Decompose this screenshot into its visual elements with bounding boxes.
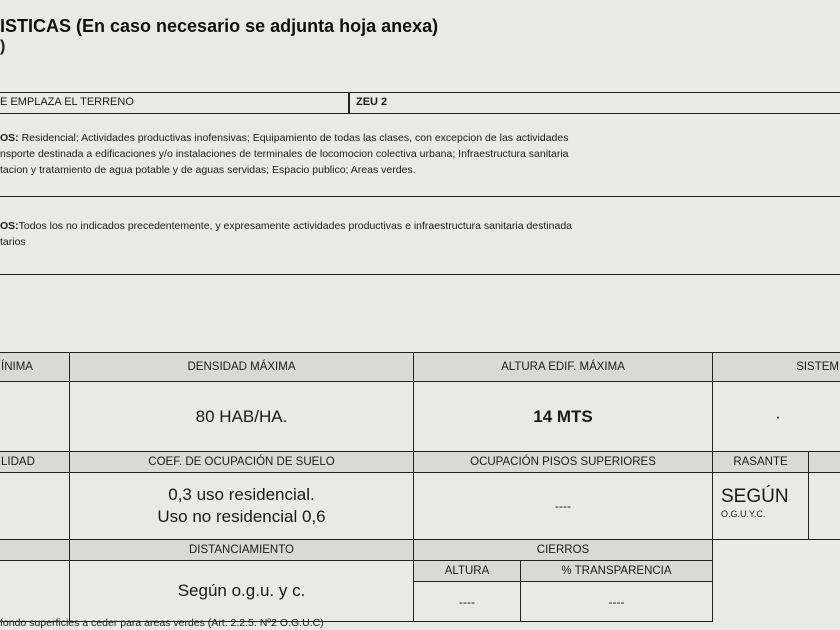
section-title: ISTICAS (En caso necesario se adjunta hoja anexa) [0, 16, 439, 36]
header-cierros-altura: ALTURA [413, 560, 521, 582]
value-altura-edif-maxima: 14 MTS [413, 381, 713, 452]
cell-lidad-value [0, 472, 70, 540]
prohibited-uses-paragraph [0, 218, 572, 250]
zone-row [0, 92, 840, 114]
permitted-uses-line-3: tacion y tratamiento de agua potable y de aguas servidas; Espacio publico; Areas verdes. [0, 164, 416, 176]
header-blank [808, 451, 840, 473]
zone-value: ZEU 2 [356, 96, 388, 108]
value-coef-ocupacion-suelo [69, 472, 414, 540]
value-cierros-transparencia: ---- [520, 581, 713, 622]
prohibited-uses-line-1: OS:Todos los no indicados precedentemente, y expresamente actividades productivas e infraestructura sanitaria destinada [0, 220, 572, 232]
header-distanciamiento: DISTANCIAMIENTO [69, 539, 414, 561]
value-ocupacion-pisos-superiores: ---- [413, 472, 713, 540]
value-rasante [712, 472, 809, 540]
header-altura-edif-maxima: ALTURA EDIF. MÁXIMA [413, 352, 713, 382]
prohibited-uses-line-2: tarios [0, 236, 26, 248]
footer-note: fondo superficies a ceder para areas verdes (Art. 2.2.5. Nº2 O.G.U.C) [0, 617, 324, 629]
permitted-uses-line-2: nsporte destinada a edificaciones y/o instalaciones de terminales de locomocion colectiva urbana; Infraestructura sanitaria [0, 148, 569, 160]
header-densidad-maxima: DENSIDAD MÁXIMA [69, 352, 414, 382]
header-coef-ocupacion-suelo: COEF. DE OCUPACIÓN DE SUELO [69, 451, 414, 473]
value-densidad-maxima: 80 HAB/HA. [69, 381, 414, 452]
value-sistema: · [712, 381, 840, 452]
header-lidad: LIDAD [0, 451, 70, 473]
norms-table [0, 352, 840, 630]
coef-line-no-residencial: Uso no residencial 0,6 [157, 507, 326, 526]
header-sistema: SISTEM [712, 352, 840, 382]
header-minima: ÍNIMA [0, 352, 70, 382]
zone-label: E EMPLAZA EL TERRENO [0, 96, 134, 108]
permitted-uses-line-1: OS: Residencial; Actividades productivas inofensivas; Equipamiento de todas las clases, con excepcion de las actividades [0, 132, 569, 144]
rasante-sub: O.G.U.Y.C. [721, 509, 766, 519]
value-cierros-altura: ---- [413, 581, 521, 622]
header-ocupacion-pisos-superiores: OCUPACIÓN PISOS SUPERIORES [413, 451, 713, 473]
section-subtitle-fragment: ) [0, 38, 6, 55]
zone-divider [348, 93, 350, 113]
divider-line [0, 196, 840, 197]
header-cierros-transparencia: % TRANSPARENCIA [520, 560, 713, 582]
header-cierros: CIERROS [413, 539, 713, 561]
header-blank-left [0, 539, 70, 561]
header-rasante: RASANTE [712, 451, 809, 473]
value-distanciamiento: Según o.g.u. y c. [69, 560, 414, 622]
cell-minima-value [0, 381, 70, 452]
divider-line [0, 274, 840, 275]
permitted-uses-paragraph [0, 130, 569, 178]
coef-line-residencial: 0,3 uso residencial. [168, 485, 315, 504]
cell-blank-left-value [0, 560, 70, 622]
permitted-uses-prefix: OS: [0, 132, 19, 144]
cell-blank [808, 472, 840, 540]
rasante-main: SEGÚN [721, 486, 789, 507]
prohibited-uses-prefix: OS: [0, 220, 19, 232]
